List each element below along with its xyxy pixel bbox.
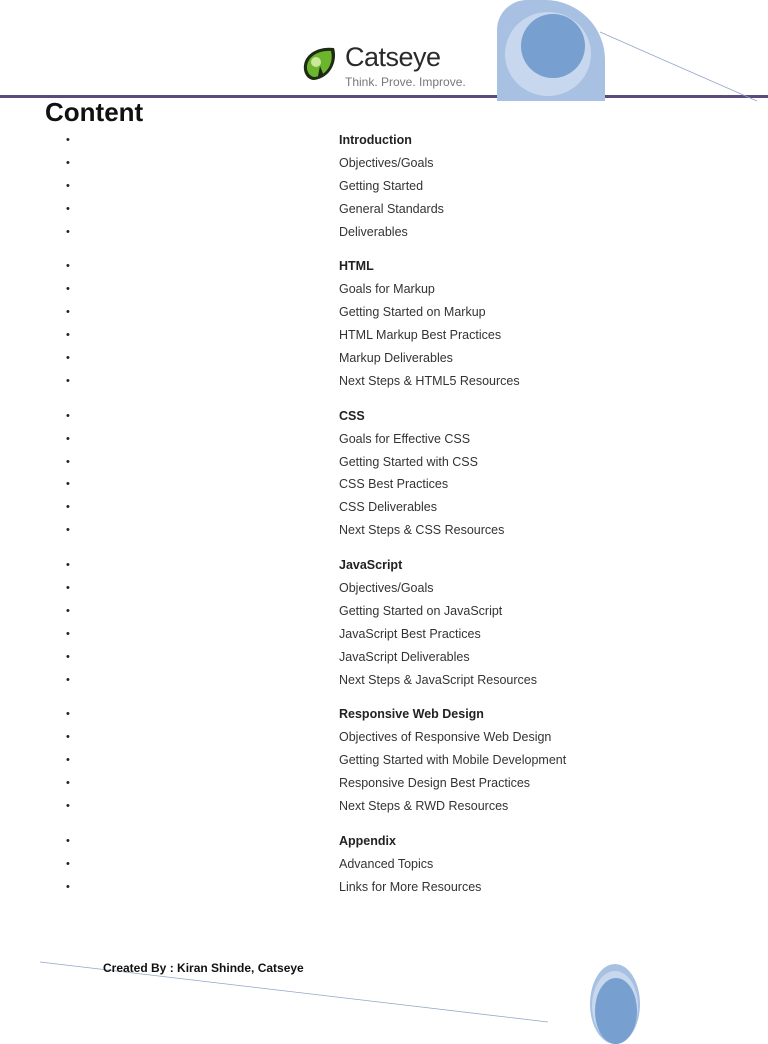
- bullet-icon: •: [66, 179, 70, 192]
- toc-item[interactable]: [0, 278, 768, 301]
- bullet-icon: •: [66, 455, 70, 468]
- toc-item[interactable]: [0, 496, 768, 519]
- bullet-icon: •: [66, 777, 70, 790]
- toc-item-label: Objectives/Goals: [339, 155, 434, 170]
- toc-item-label: Getting Started on JavaScript: [339, 603, 503, 618]
- toc-item-label: Objectives of Responsive Web Design: [339, 730, 552, 745]
- bullet-icon: •: [66, 409, 70, 422]
- toc-item[interactable]: [0, 726, 768, 749]
- toc-item-label: Links for More Resources: [339, 879, 482, 894]
- toc-section: [0, 830, 768, 899]
- brand-tagline: Think. Prove. Improve.: [345, 75, 466, 89]
- toc-item-label: Next Steps & RWD Resources: [339, 799, 509, 814]
- catseye-logo-icon: [300, 42, 342, 84]
- toc-item[interactable]: [0, 428, 768, 451]
- toc-item[interactable]: [0, 347, 768, 370]
- bullet-icon: •: [66, 650, 70, 663]
- toc-item-label: Next Steps & CSS Resources: [339, 523, 505, 538]
- toc-item-label: JavaScript Deliverables: [339, 649, 470, 664]
- bullet-icon: •: [66, 374, 70, 387]
- toc-item[interactable]: [0, 301, 768, 324]
- toc-item[interactable]: [0, 175, 768, 198]
- toc-item[interactable]: [0, 473, 768, 496]
- toc-section: [0, 405, 768, 542]
- toc-item[interactable]: [0, 129, 768, 152]
- bullet-icon: •: [66, 202, 70, 215]
- toc-item[interactable]: [0, 152, 768, 175]
- toc-item[interactable]: [0, 669, 768, 692]
- toc-item[interactable]: [0, 795, 768, 818]
- toc-item-label: Goals for Markup: [339, 282, 435, 297]
- bullet-icon: •: [66, 524, 70, 537]
- bullet-icon: •: [66, 260, 70, 273]
- bullet-icon: •: [66, 432, 70, 445]
- toc-item-label: Responsive Web Design: [339, 707, 484, 722]
- toc-item[interactable]: [0, 198, 768, 221]
- brand-name: Catseye: [345, 42, 441, 72]
- toc-item[interactable]: [0, 324, 768, 347]
- toc-item[interactable]: [0, 772, 768, 795]
- bullet-icon: •: [66, 754, 70, 767]
- toc-item-label: General Standards: [339, 201, 444, 216]
- toc-item[interactable]: [0, 703, 768, 726]
- bullet-icon: •: [66, 559, 70, 572]
- bullet-icon: •: [66, 800, 70, 813]
- toc-section: [0, 554, 768, 691]
- toc-item-label: HTML: [339, 259, 374, 274]
- bullet-icon: •: [66, 225, 70, 238]
- toc-item[interactable]: [0, 519, 768, 542]
- toc-item[interactable]: [0, 370, 768, 393]
- toc-item[interactable]: [0, 554, 768, 577]
- toc-item[interactable]: [0, 830, 768, 853]
- toc-item-label: Introduction: [339, 133, 412, 147]
- toc-item-label: Objectives/Goals: [339, 581, 434, 596]
- toc-item[interactable]: [0, 749, 768, 772]
- toc-item-label: Getting Started: [339, 178, 424, 193]
- toc-item-label: Deliverables: [339, 224, 408, 239]
- toc-item[interactable]: [0, 451, 768, 474]
- toc-item-label: Getting Started with CSS: [339, 454, 478, 469]
- bullet-icon: •: [66, 501, 70, 514]
- toc-item-label: JavaScript Best Practices: [339, 626, 481, 641]
- bullet-icon: •: [66, 731, 70, 744]
- toc-item[interactable]: [0, 577, 768, 600]
- toc-item[interactable]: [0, 255, 768, 278]
- toc-item[interactable]: [0, 853, 768, 876]
- bullet-icon: •: [66, 604, 70, 617]
- toc-item-label: Next Steps & JavaScript Resources: [339, 672, 537, 687]
- toc-item[interactable]: [0, 623, 768, 646]
- toc-item-label: CSS Deliverables: [339, 500, 437, 515]
- toc-item-label: CSS: [339, 408, 365, 423]
- bullet-icon: •: [66, 627, 70, 640]
- toc-section: [0, 255, 768, 392]
- bullet-icon: •: [66, 708, 70, 721]
- toc-item-label: Next Steps & HTML5 Resources: [339, 373, 520, 388]
- toc-item-label: CSS Best Practices: [339, 477, 449, 492]
- footer-credit: Created By : Kiran Shinde, Catseye: [103, 961, 304, 975]
- bullet-icon: •: [66, 673, 70, 686]
- toc-item-label: Responsive Design Best Practices: [339, 776, 531, 791]
- bullet-icon: •: [66, 329, 70, 342]
- bullet-icon: •: [66, 283, 70, 296]
- toc-item-label: JavaScript: [339, 558, 403, 573]
- toc-section: [0, 129, 768, 243]
- toc-item-label: Goals for Effective CSS: [339, 431, 471, 446]
- page-title: Content: [45, 97, 144, 127]
- footer-decoration: [590, 964, 640, 1044]
- toc-item-label: Getting Started with Mobile Development: [339, 753, 567, 768]
- bullet-icon: •: [66, 134, 70, 146]
- toc-item[interactable]: [0, 405, 768, 428]
- bullet-icon: •: [66, 582, 70, 595]
- bullet-icon: •: [66, 352, 70, 365]
- toc-section: [0, 703, 768, 817]
- bullet-icon: •: [66, 880, 70, 893]
- toc-item[interactable]: [0, 876, 768, 899]
- toc-item-label: Markup Deliverables: [339, 351, 453, 366]
- bullet-icon: •: [66, 156, 70, 169]
- bullet-icon: •: [66, 478, 70, 491]
- toc-item-label: Appendix: [339, 833, 396, 848]
- toc-item[interactable]: [0, 646, 768, 669]
- bullet-icon: •: [66, 306, 70, 319]
- toc-item-label: Advanced Topics: [339, 856, 434, 871]
- bullet-icon: •: [66, 857, 70, 870]
- bullet-icon: •: [66, 834, 70, 847]
- toc-item-label: HTML Markup Best Practices: [339, 328, 502, 343]
- table-of-contents: [0, 129, 768, 911]
- toc-item[interactable]: [0, 221, 768, 244]
- toc-item-label: Getting Started on Markup: [339, 305, 486, 320]
- toc-item[interactable]: [0, 600, 768, 623]
